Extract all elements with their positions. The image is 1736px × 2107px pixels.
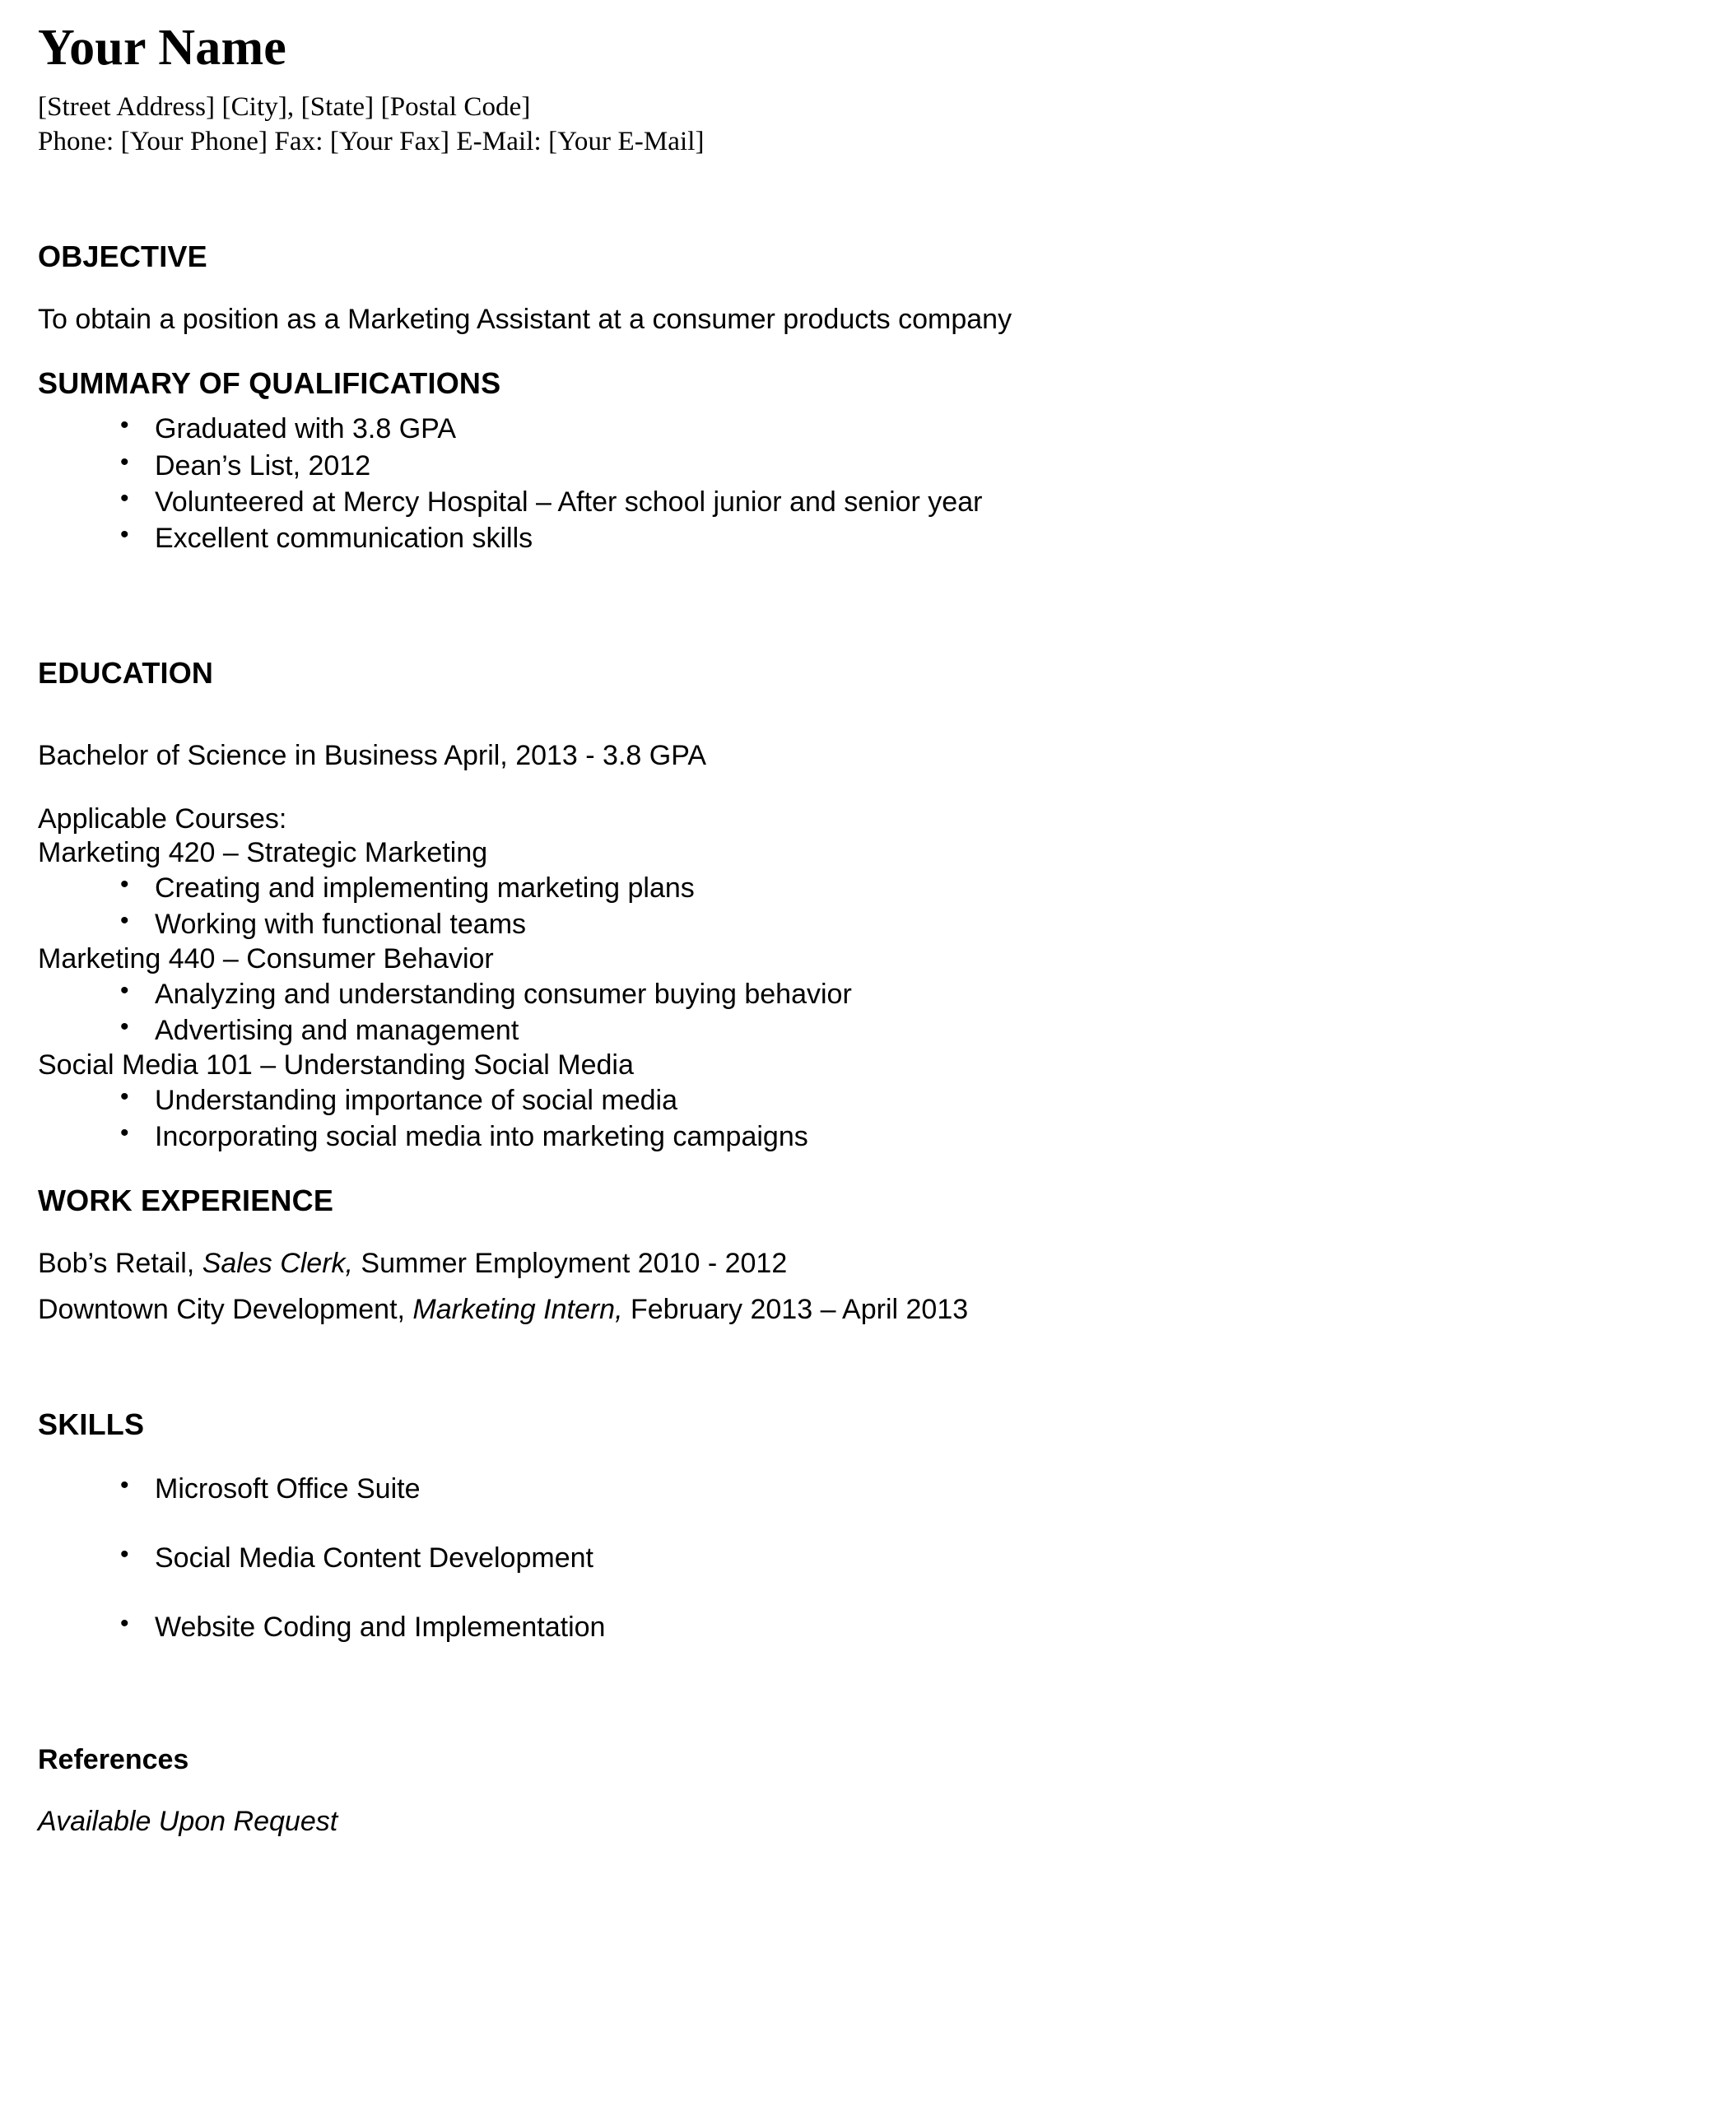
section-heading-references: References [38,1744,189,1776]
applicable-courses-label: Applicable Courses: [38,802,287,835]
spacer [38,774,1687,802]
list-item: • Volunteered at Mercy Hospital – After school junior and senior year [38,484,1687,520]
course-title-marketing-420: Marketing 420 – Strategic Marketing [38,836,488,868]
course-bullet-list-marketing-440 [38,976,1687,1049]
work-employer: Bob’s Retail, [38,1248,202,1280]
summary-bullet-list [38,411,1687,556]
list-item: • Analyzing and understanding consumer buying behavior [38,976,1687,1012]
contact-address-line: [Street Address] [City], [State] [Postal Code] [38,92,531,123]
section-heading-education: EDUCATION [38,656,214,691]
spacer [38,401,1687,411]
list-item: • Graduated with 3.8 GPA [38,411,1687,447]
work-entry-downtown-city-development [38,1292,1687,1328]
section-heading-work-experience: WORK EXPERIENCE [38,1184,334,1218]
spacer [38,1282,1687,1292]
section-heading-summary: SUMMARY OF QUALIFICATIONS [38,366,501,401]
list-item: • Advertising and management [38,1012,1687,1049]
list-item: • Excellent communication skills [38,520,1687,556]
skills-bullet-list [38,1471,1687,1646]
section-heading-objective: OBJECTIVE [38,239,207,273]
spacer [38,1645,1687,1744]
spacer [38,556,1687,655]
spacer [38,337,1687,365]
course-title-social-media-101: Social Media 101 – Understanding Social Media [38,1049,634,1081]
contact-phone-line: Phone: [Your Phone] Fax: [Your Fax] E-Mail: [Your E-Mail] [38,127,705,157]
page-title: Your Name [38,20,287,76]
list-item: • Understanding importance of social media [38,1082,1687,1119]
list-item: • Incorporating social media into marketing campaigns [38,1119,1687,1155]
objective-text: To obtain a position as a Marketing Assistant at a consumer products company [38,303,1012,335]
list-item: • Social Media Content Development [38,1540,1687,1576]
spacer [38,1328,1687,1407]
work-detail: Summer Employment 2010 - 2012 [352,1248,788,1280]
list-item: • Website Coding and Implementation [38,1609,1687,1645]
work-detail: February 2013 – April 2013 [622,1293,969,1325]
spacer [38,1155,1687,1183]
list-item: • Creating and implementing marketing plans [38,870,1687,906]
spacer [38,1218,1687,1246]
references-text: Available Upon Request [38,1806,338,1838]
work-job-title: Sales Clerk, [202,1248,353,1280]
list-item: • Dean’s List, 2012 [38,448,1687,484]
work-employer: Downtown City Development, [38,1293,413,1325]
spacer [38,160,1687,239]
list-item: • Microsoft Office Suite [38,1471,1687,1507]
section-heading-skills: SKILLS [38,1407,145,1442]
spacer [38,274,1687,302]
work-entry-bobs-retail [38,1246,1687,1282]
course-bullet-list-marketing-420 [38,870,1687,942]
course-title-marketing-440: Marketing 440 – Consumer Behavior [38,942,494,974]
spacer [38,691,1687,738]
work-job-title: Marketing Intern, [412,1293,623,1325]
spacer [38,1776,1687,1804]
education-degree-line: Bachelor of Science in Business April, 2013 - 3.8 GPA [38,740,707,772]
spacer [38,1443,1687,1471]
list-item: • Working with functional teams [38,906,1687,942]
course-bullet-list-social-media-101 [38,1082,1687,1155]
